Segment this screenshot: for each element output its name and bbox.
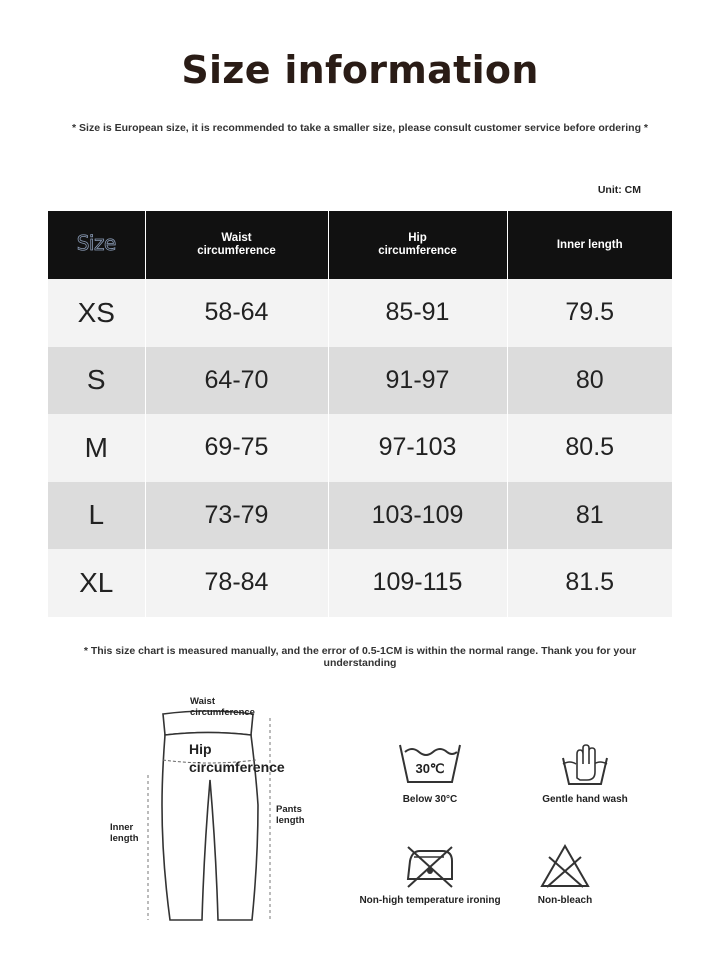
no-iron-icon [404,843,456,889]
header-size: Size [48,211,145,279]
no-bleach-item [520,843,610,906]
waist-label: Waist circumference [190,696,255,718]
inner-length-cell: 81 [507,482,672,550]
wash-30-item [380,742,480,805]
header-waist: Waist circumference [145,211,328,279]
inner-length-cell: 80.5 [507,414,672,482]
leggings-diagram [100,690,330,930]
waist-cell: 69-75 [145,414,328,482]
table-row [48,347,672,415]
inner-length-cell: 81.5 [507,549,672,617]
size-cell: XS [48,279,145,347]
size-table [48,211,672,617]
measurement-note: * This size chart is measured manually, and the error of 0.5-1CM is within the normal range. Thank you for your understanding [83,645,637,669]
waist-cell: 78-84 [145,549,328,617]
table-row [48,482,672,550]
size-cell: M [48,414,145,482]
waist-cell: 64-70 [145,347,328,415]
table-row [48,414,672,482]
no-iron-label: Non-high temperature ironing [359,895,501,906]
waist-cell: 58-64 [145,279,328,347]
table-row [48,279,672,347]
size-cell: L [48,482,145,550]
table-header-row [48,211,672,279]
hip-cell: 85-91 [328,279,507,347]
wash-30-icon [397,742,463,786]
header-hip: Hip circumference [328,211,507,279]
no-bleach-label: Non-bleach [537,895,593,906]
pants-length-label: Pants length [276,804,305,826]
unit-label: Unit: CM [597,184,641,196]
inner-length-cell: 80 [507,347,672,415]
hip-cell: 109-115 [328,549,507,617]
size-note: * Size is European size, it is recommended to take a smaller size, please consult customer service before ordering * [72,122,648,134]
hip-cell: 91-97 [328,347,507,415]
size-cell: XL [48,549,145,617]
hip-cell: 103-109 [328,482,507,550]
header-inner-length: Inner length [507,211,672,279]
no-iron-item [352,843,508,906]
below-30-label: Below 30°C [402,794,458,805]
svg-text:30℃: 30℃ [415,761,445,776]
page-title: Size information [181,48,539,92]
waist-cell: 73-79 [145,482,328,550]
no-bleach-icon [539,843,591,889]
inner-length-label: Inner length [110,822,139,844]
inner-length-cell: 79.5 [507,279,672,347]
hip-cell: 97-103 [328,414,507,482]
hip-label: Hip circumference [189,741,285,775]
hand-wash-icon [560,742,610,788]
size-cell: S [48,347,145,415]
hand-wash-item [525,742,645,805]
table-row [48,549,672,617]
hand-wash-label: Gentle hand wash [542,794,628,805]
